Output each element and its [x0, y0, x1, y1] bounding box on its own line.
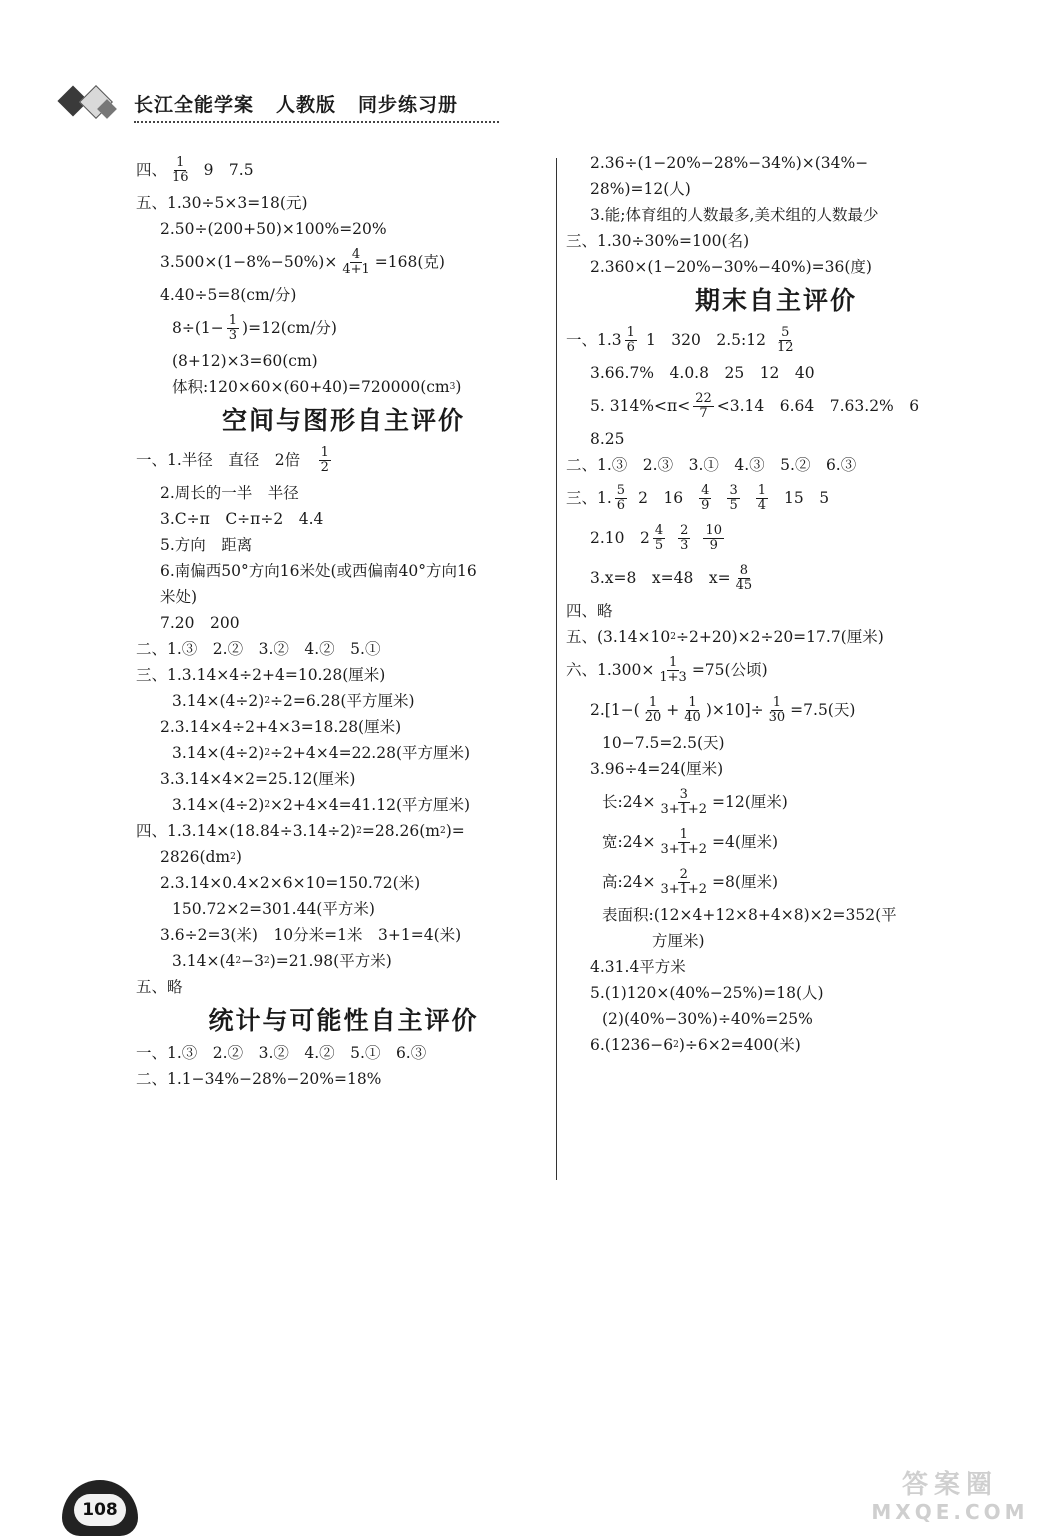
fraction: $\frac{4}{5}$ — [654, 522, 664, 553]
fraction: $\frac{1}{4}$ — [757, 482, 767, 513]
answer-line: 2.3.14×4÷2+4×3=18.28(厘米) — [160, 718, 402, 736]
answer-line: 2.周长的一半 半径 — [160, 484, 299, 502]
answer-line: 6.南偏西50°方向16米处(或西偏南40°方向16 — [160, 562, 477, 580]
fraction: $\frac{1}{3}$ — [228, 312, 238, 343]
answer-line: 五、1.30÷5×3=18(元) — [136, 194, 308, 212]
answer-line: 3.C÷π C÷π÷2 4.4 — [160, 510, 324, 528]
answer-line: 8÷(1− $\frac{1}{3}$ )=12(cm/分) — [172, 312, 337, 343]
answer-line: 3.14×(4 2 −3 2 )=21.98(平方米) — [172, 952, 392, 970]
answer-line: 3.能;体育组的人数最多,美术组的人数最少 — [590, 206, 879, 224]
answer-line: 2.50÷(200+50)×100%=20% — [160, 220, 387, 238]
answer-line: 2.36÷(1−20%−28%−34%)×(34%− — [590, 154, 869, 172]
answer-line: 4.31.4平方米 — [590, 958, 686, 976]
answer-line: 2.[1−( $\frac{1}{20}$ + $\frac{1}{40}$ )×10]÷ $\frac{1}{30}$ =7.5(天) — [590, 694, 856, 725]
fraction: $\frac{22}{7}$ — [695, 390, 712, 421]
answer-line: 表面积:(12×4+12×8+4×8)×2=352(平 — [602, 906, 897, 924]
left-column — [136, 150, 551, 1092]
answer-line: (2)(40%−30%)÷40%=25% — [602, 1010, 813, 1028]
answer-line: 4.40÷5=8(cm/分) — [160, 286, 297, 304]
fraction: $\frac{1}{40}$ — [684, 694, 701, 725]
answer-line: 一、1.③ 2.② 3.② 4.② 5.① 6.③ — [136, 1044, 427, 1062]
page-header — [56, 78, 501, 128]
answer-line: 六、1.300× $\frac{1}{1+3}$ =75(公顷) — [566, 654, 768, 685]
answer-line: 2826(dm 2 ) — [160, 848, 242, 866]
answer-line: 高:24× $\frac{2}{3+1+2}$ =8(厘米) — [602, 866, 778, 897]
header-rule — [134, 121, 499, 123]
fraction: $\frac{3}{3+1+2}$ — [660, 786, 708, 817]
page-number: 108 — [74, 1494, 126, 1526]
answer-line: 3.14×(4÷2) 2 ÷2+4×4=22.28(平方厘米) — [172, 744, 471, 762]
answer-line: 5.方向 距离 — [160, 536, 253, 554]
header-series: 同步练习册 — [358, 94, 459, 116]
answer-line: (8+12)×3=60(cm) — [172, 352, 318, 370]
fraction: $\frac{1}{1+3}$ — [659, 654, 687, 685]
header-title — [134, 90, 480, 117]
watermark: 答案圈 MXQE.COM — [871, 1470, 1029, 1524]
fraction: $\frac{2}{3}$ — [680, 522, 689, 553]
answer-line: 三、1.3.14×4÷2+4=10.28(厘米) — [136, 666, 386, 684]
answer-line: 三、1. $\frac{5}{6}$ 2 16 $\frac{4}{9}$ $\frac{3}{5}$ $\frac{1}{4}$ 15 5 — [566, 482, 830, 513]
answer-line: 2.3.14×0.4×2×6×10=150.72(米) — [160, 874, 421, 892]
answer-line: 一、1.半径 直径 2倍 $\frac{1}{2}$ — [136, 444, 329, 475]
header-brand: 长江全能学案 — [134, 94, 255, 116]
answer-line: 28%)=12(人) — [590, 180, 691, 198]
fraction: $\frac{1}{16}$ — [172, 154, 189, 185]
section-title: 统计与可能性自主评价 — [208, 1006, 479, 1035]
page-number-badge — [62, 1480, 138, 1536]
answer-line: 三、1.30÷30%=100(名) — [566, 232, 750, 250]
answer-line: 四、 $\frac{1}{16}$ 9 7.5 — [136, 154, 254, 185]
fraction: $\frac{5}{12}$ — [776, 324, 794, 355]
answer-line: 宽:24× $\frac{1}{3+1+2}$ =4(厘米) — [602, 826, 778, 857]
fraction: $\frac{1}{2}$ — [320, 444, 329, 475]
fraction: $\frac{3}{5}$ — [729, 482, 738, 513]
answer-line: 四、1.3.14×(18.84÷3.14÷2) 2 =28.26(m 2 )= — [136, 822, 465, 840]
answer-line: 米处) — [160, 588, 198, 606]
fraction: $\frac{1}{20}$ — [644, 694, 662, 725]
answer-line: 5.(1)120×(40%−25%)=18(人) — [590, 984, 824, 1002]
answer-line: 3.500×(1−8%−50%)× $\frac{4}{4+1}$ =168(克) — [160, 246, 445, 277]
answer-line: 3.3.14×4×2=25.12(厘米) — [160, 770, 356, 788]
answer-line: 3.14×(4÷2) 2 ÷2=6.28(平方厘米) — [172, 692, 415, 710]
header-edition: 人教版 — [276, 94, 337, 116]
column-divider — [556, 158, 557, 1180]
answer-line: 长:24× $\frac{3}{3+1+2}$ =12(厘米) — [602, 786, 788, 817]
section-title: 期末自主评价 — [694, 286, 857, 315]
answer-line: 150.72×2=301.44(平方米) — [172, 900, 375, 918]
answer-line: 10−7.5=2.5(天) — [602, 734, 725, 752]
fraction: $\frac{5}{6}$ — [616, 482, 626, 513]
answer-line: 二、1.③ 2.② 3.② 4.② 5.① — [136, 640, 381, 658]
fraction: $\frac{10}{9}$ — [705, 522, 722, 553]
answer-line: 二、1.1−34%−28%−20%=18% — [136, 1070, 382, 1088]
answer-line: 3.14×(4÷2) 2 ×2+4×4=41.12(平方厘米) — [172, 796, 471, 814]
answer-line: 五、略 — [136, 978, 183, 996]
fraction: $\frac{4}{9}$ — [701, 482, 710, 513]
answer-line: 四、略 — [566, 602, 613, 620]
fraction: $\frac{1}{3+1+2}$ — [660, 826, 708, 857]
answer-line: 8.25 — [590, 430, 625, 448]
answer-line: 3.96÷4=24(厘米) — [590, 760, 724, 778]
right-column — [566, 150, 986, 1058]
fraction: $\frac{8}{45}$ — [735, 562, 753, 593]
answer-line: 3.x=8 x=48 x= $\frac{8}{45}$ — [590, 562, 753, 593]
answer-line: 3.6÷2=3(米) 10分米=1米 3+1=4(米) — [160, 926, 462, 944]
answer-line: 5. 314%<π< $\frac{22}{7}$ <3.14 6.64 7.63.2% 6 — [590, 390, 920, 421]
answer-line: 体积:120×60×(60+40)=720000(cm 3 ) — [172, 378, 462, 396]
answer-line: 7.20 200 — [160, 614, 240, 632]
answer-line: 方厘米) — [652, 932, 705, 950]
section-title: 空间与图形自主评价 — [221, 406, 465, 435]
answer-line: 3.66.7% 4.0.8 25 12 40 — [590, 364, 815, 382]
fraction: $\frac{1}{6}$ — [626, 324, 635, 355]
fraction: $\frac{1}{30}$ — [768, 694, 786, 725]
answer-line: 2.360×(1−20%−30%−40%)=36(度) — [590, 258, 872, 276]
fraction: $\frac{2}{3+1+2}$ — [660, 866, 708, 897]
fraction: $\frac{4}{4+1}$ — [342, 246, 370, 277]
answer-line: 2.10 2 $\frac{4}{5}$ $\frac{2}{3}$ $\frac{10}{9}$ — [590, 522, 722, 553]
answer-line: 五、(3.14×10 2 ÷2+20)×2÷20=17.7(厘米) — [566, 628, 884, 646]
answer-line: 一、1.3 $\frac{1}{6}$ 1 320 2.5:12 $\frac{5}{12}$ — [566, 324, 794, 355]
answer-line: 6.(1236−6 2 )÷6×2=400(米) — [590, 1036, 801, 1054]
answer-line: 二、1.③ 2.③ 3.① 4.③ 5.② 6.③ — [566, 456, 857, 474]
